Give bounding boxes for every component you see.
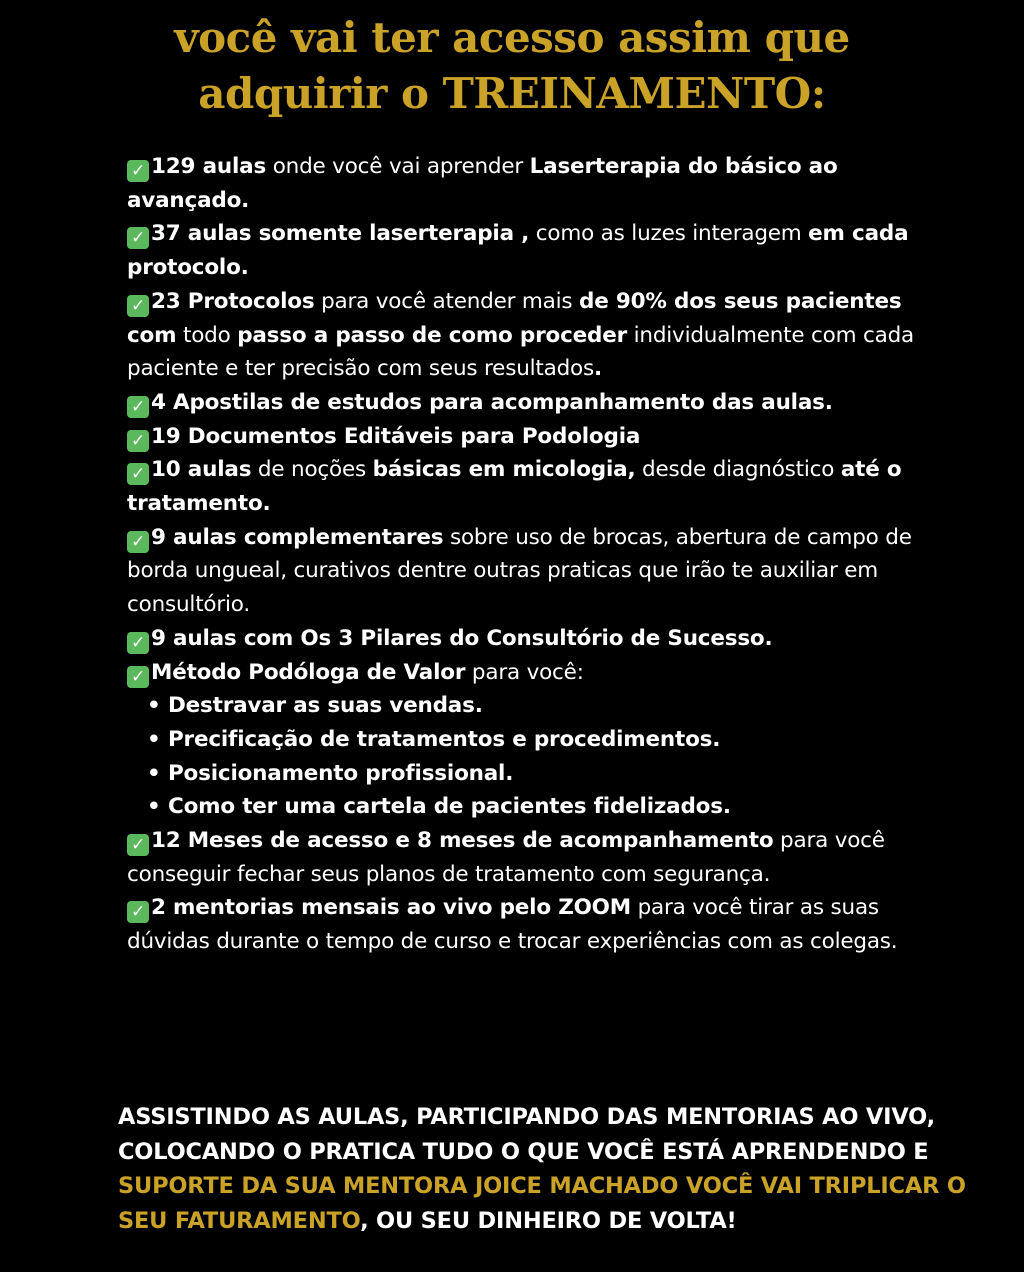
closing-text-part-1: ASSISTINDO AS AULAS, PARTICIPANDO DAS MENTORIAS AO VIVO, COLOCANDO O PRATICA TUDO O QUE VOCÊ ESTÁ APRENDENDO E: [118, 1104, 935, 1165]
benefit-item: [127, 420, 957, 454]
benefit-text: individualmente com cada paciente e ter precisão com seus resultados: [127, 322, 915, 382]
headline: [0, 10, 1024, 122]
sub-bullet-text: Destravar as suas vendas.: [168, 693, 483, 719]
benefit-item: [127, 622, 957, 656]
sub-bullet-item: [147, 757, 957, 791]
benefit-text: todo: [176, 322, 238, 348]
benefit-text: para você atender mais: [314, 288, 580, 314]
benefit-item: [127, 217, 957, 284]
benefit-item: [127, 521, 957, 622]
benefit-text: 19 Documentos Editáveis para Podologia: [151, 423, 641, 449]
benefit-text: 9 aulas complementares: [151, 524, 444, 550]
benefit-text: 4 Apostilas de estudos para acompanhamento das aulas.: [151, 389, 833, 415]
closing-highlight: SUPORTE DA SUA MENTORA JOICE MACHADO VOCÊ VAI TRIPLICAR O SEU FATURAMENTO: [118, 1173, 966, 1234]
benefit-item: [127, 453, 957, 520]
benefit-text: até o tratamento.: [127, 457, 902, 517]
benefit-text: para você conseguir fechar seus planos de tratamento com segurança.: [127, 828, 885, 887]
sub-bullet-item: [147, 790, 957, 824]
closing-statement: [118, 1100, 968, 1238]
check-mark-icon: ✓: [127, 295, 149, 317]
benefit-text: onde você vai aprender: [266, 154, 530, 179]
check-mark-icon: ✓: [127, 666, 149, 688]
closing-text-part-2: , OU SEU DINHEIRO DE VOLTA!: [360, 1207, 737, 1234]
check-mark-icon: ✓: [127, 396, 149, 418]
benefit-text: sobre uso de brocas, abertura de campo de borda ungueal, curativos dentre outras praticas que irão te auxiliar em consultório.: [127, 524, 912, 618]
sub-bullet-list: [127, 689, 957, 824]
benefit-text: em cada protocolo.: [127, 221, 909, 281]
check-mark-icon: ✓: [127, 531, 149, 553]
benefit-text: de noções: [251, 457, 373, 483]
benefit-text: 10 aulas: [151, 457, 252, 483]
headline-line-1: você vai ter acesso assim que: [174, 13, 850, 62]
headline-line-2: adquirir o TREINAMENTO:: [198, 69, 826, 118]
check-mark-icon: ✓: [127, 160, 149, 182]
benefit-text: como as luzes interagem: [529, 221, 809, 247]
benefit-text: 37 aulas somente laserterapia ,: [151, 221, 530, 247]
sub-bullet-text: Como ter uma cartela de pacientes fidelizados.: [168, 794, 731, 820]
benefit-text: 2 mentorias mensais ao vivo pelo ZOOM: [151, 895, 631, 921]
check-mark-icon: ✓: [127, 632, 149, 654]
benefit-item: [127, 386, 957, 420]
sub-bullet-item: [147, 689, 957, 723]
benefits-list: [127, 150, 957, 959]
benefit-item: [127, 891, 957, 958]
sub-bullet-item: [147, 723, 957, 757]
benefit-text: Laserterapia do básico ao avançado.: [127, 154, 838, 213]
bullet-dot-icon: •: [147, 693, 161, 719]
check-mark-icon: ✓: [127, 227, 149, 249]
benefit-text: para você tirar as suas dúvidas durante o tempo de curso e trocar experiências com as colegas.: [127, 895, 898, 955]
benefit-text: básicas em micologia,: [372, 457, 636, 483]
benefit-item: [127, 150, 957, 217]
benefit-text: de 90% dos seus pacientes com: [127, 288, 902, 348]
benefit-text: 9 aulas com Os 3 Pilares do Consultório de Sucesso.: [151, 625, 773, 651]
benefit-item: [127, 824, 957, 891]
sub-bullet-text: Precificação de tratamentos e procedimentos.: [168, 726, 721, 752]
bullet-dot-icon: •: [147, 760, 161, 786]
benefit-text: 12 Meses de acesso e 8 meses de acompanhamento: [151, 828, 774, 854]
bullet-dot-icon: •: [147, 726, 161, 752]
benefit-item: [127, 285, 957, 386]
sub-bullet-text: Posicionamento profissional.: [168, 760, 514, 786]
check-mark-icon: ✓: [127, 901, 149, 923]
check-mark-icon: ✓: [127, 430, 149, 452]
benefit-text: 23 Protocolos: [151, 288, 315, 314]
benefit-item: [127, 656, 957, 690]
benefit-text: Método Podóloga de Valor: [151, 659, 466, 685]
check-mark-icon: ✓: [127, 834, 149, 856]
benefit-text: desde diagnóstico: [635, 457, 841, 483]
benefit-text: para você:: [465, 659, 584, 685]
check-mark-icon: ✓: [127, 463, 149, 485]
benefit-text: .: [594, 356, 602, 382]
bullet-dot-icon: •: [147, 794, 161, 820]
benefit-text: 129 aulas: [151, 154, 267, 179]
benefit-text: passo a passo de como proceder: [237, 322, 627, 348]
